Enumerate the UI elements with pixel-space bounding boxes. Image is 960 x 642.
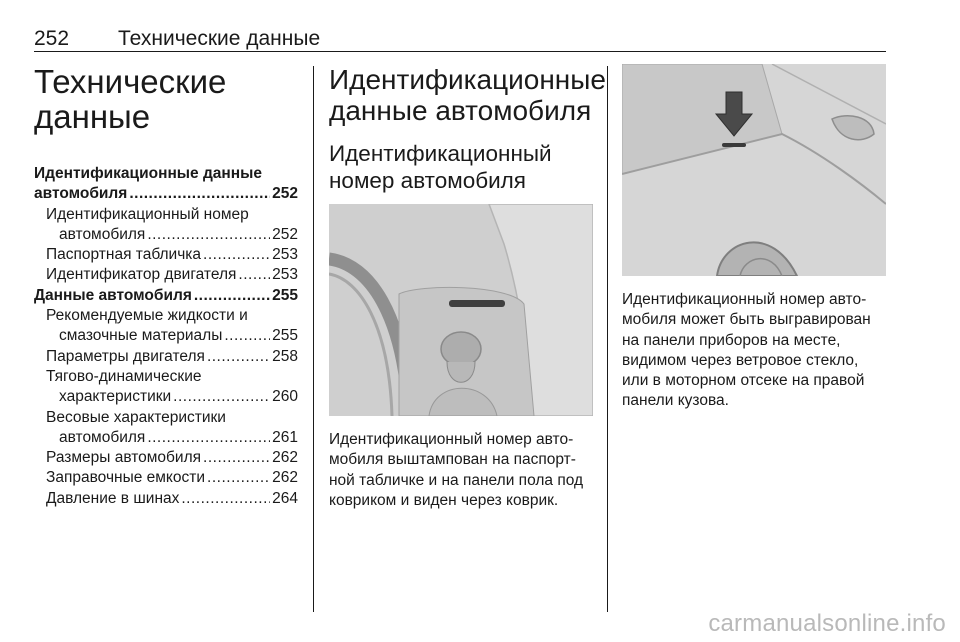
chapter-contents-column [34,64,298,509]
section-heading: Идентификационные данные автомобиля [329,64,606,126]
toc-entry-engine-identification[interactable]: Идентификатор двигателя ..... 253 [34,265,298,285]
page-number: 252 [34,27,70,50]
toc-page: 264 [272,489,298,507]
toc-page: 258 [272,347,298,365]
toc-entry-vehicle-weight[interactable]: Весовые характеристики автомобиля ..... 261 [34,408,298,449]
toc-page: 253 [272,246,298,264]
windscreen-vin-illustration [622,64,886,276]
toc-page: 262 [272,469,298,487]
toc-entry-tyre-pressures[interactable]: Давление в шинах ..... 264 [34,489,298,509]
page-header [34,27,886,51]
vin-section-column [329,64,606,511]
table-of-contents [34,164,298,509]
column-divider-1 [313,66,314,612]
toc-entry-engine-data[interactable]: Параметры двигателя ..... 258 [34,347,298,367]
watermark: carmanualsonline.info [708,610,946,637]
header-rule [34,51,886,52]
windscreen-vin-column [622,64,886,412]
toc-page: 252 [272,225,298,243]
toc-page: 255 [272,286,298,304]
windscreen-vin-caption: Идентификационный номер автомобиля может быть выгравирован на панели приборов на месте, видимом через ветровое стекло, или в моторном отсеке на правой панели кузова. [622,291,871,410]
toc-page: 252 [272,185,298,203]
toc-page: 261 [272,428,298,446]
toc-entry-performance[interactable]: Тягово-динамические характеристики ..... 260 [34,367,298,408]
toc-entry-capacities[interactable]: Заправочные емкости ..... 262 [34,468,298,488]
toc-entry-vin[interactable]: Идентификационный номер автомобиля ..... 252 [34,205,298,246]
cabin-floor-drawing [329,204,593,416]
toc-page: 260 [272,388,298,406]
chapter-title: Технические данные [34,63,227,135]
toc-page: 253 [272,266,298,284]
floor-vin-caption: Идентификационный номер автомобиля выштампован на паспортной табличке и на панели пола под ковриком и виден через коврик. [329,431,584,509]
toc-entry-fluids-lubricants[interactable]: Рекомендуемые жидкости и смазочные материалы ..... 255 [34,306,298,347]
floor-vin-illustration [329,204,593,416]
toc-page: 255 [272,327,298,345]
toc-page: 262 [272,449,298,467]
toc-entry-vehicle-identification[interactable]: Идентификационные данные автомобиля ..... 252 [34,164,298,205]
subsection-heading: Идентификационный номер автомобиля [329,141,552,193]
car-exterior-drawing [622,64,886,276]
column-divider-2 [607,66,608,612]
running-title: Технические данные [118,27,321,50]
toc-entry-identification-plate[interactable]: Паспортная табличка ..... 253 [34,245,298,265]
toc-entry-vehicle-dimensions[interactable]: Размеры автомобиля ..... 262 [34,448,298,468]
toc-entry-vehicle-data[interactable]: Данные автомобиля ..... 255 [34,286,298,306]
